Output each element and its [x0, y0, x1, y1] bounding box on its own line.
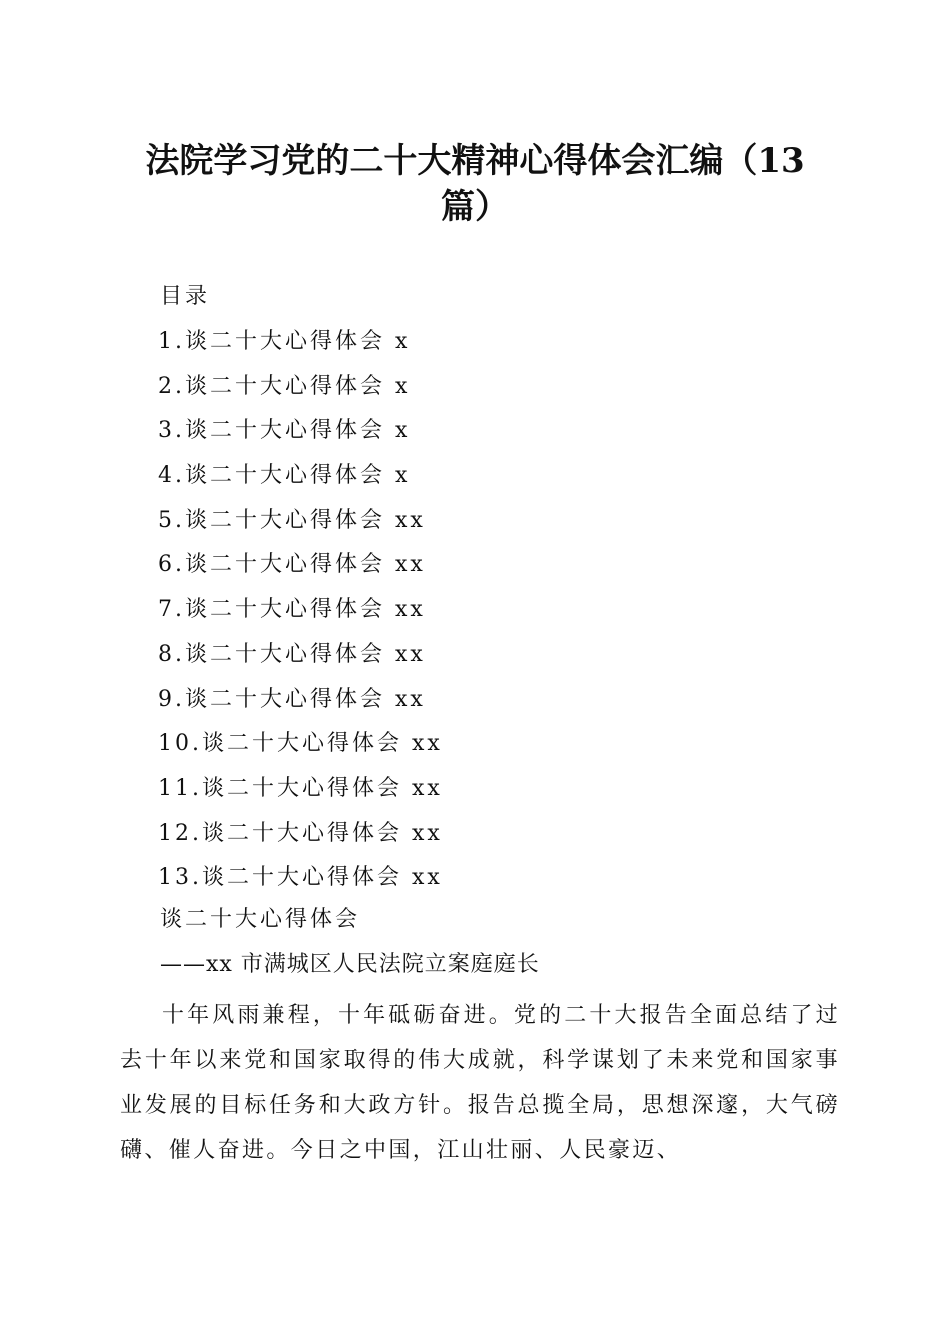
toc-item: 7.谈二十大心得体会 xx — [158, 597, 426, 623]
toc-item: 4.谈二十大心得体会 x — [158, 463, 411, 489]
toc-item: 11.谈二十大心得体会 xx — [158, 775, 443, 801]
toc-heading: 目录 — [160, 284, 211, 309]
toc-item: 9.谈二十大心得体会 xx — [158, 686, 426, 712]
toc-item: 1.谈二十大心得体会 x — [158, 329, 411, 354]
toc-item: 8.谈二十大心得体会 xx — [158, 641, 426, 667]
toc-item: 2.谈二十大心得体会 x — [158, 373, 411, 399]
toc-item: 3.谈二十大心得体会 x — [158, 418, 411, 444]
toc-item: 6.谈二十大心得体会 xx — [158, 552, 426, 578]
toc-item: 12.谈二十大心得体会 xx — [158, 820, 443, 846]
article-byline: ——xx 市满城区人民法院立案庭庭长 — [160, 952, 540, 977]
body-paragraph: 十年风雨兼程，十年砥砺奋进。党的二十大报告全面总结了过去十年以来党和国家取得的伟大成就，科学谋划了未来党和国家事业发展的目标任务和大政方针。报告总揽全局，思想深邃，大气磅礴、催人奋进。今日之中国，江山壮丽、人民豪迈、 — [120, 1003, 840, 1163]
document-title: 法院学习党的二十大精神心得体会汇编（13篇） — [145, 141, 805, 227]
table-of-contents — [158, 327, 443, 908]
article-title: 谈二十大心得体会 — [160, 907, 361, 932]
toc-item: 5.谈二十大心得体会 xx — [158, 507, 426, 533]
toc-item: 13.谈二十大心得体会 xx — [158, 865, 443, 891]
toc-item: 10.谈二十大心得体会 xx — [158, 731, 443, 757]
